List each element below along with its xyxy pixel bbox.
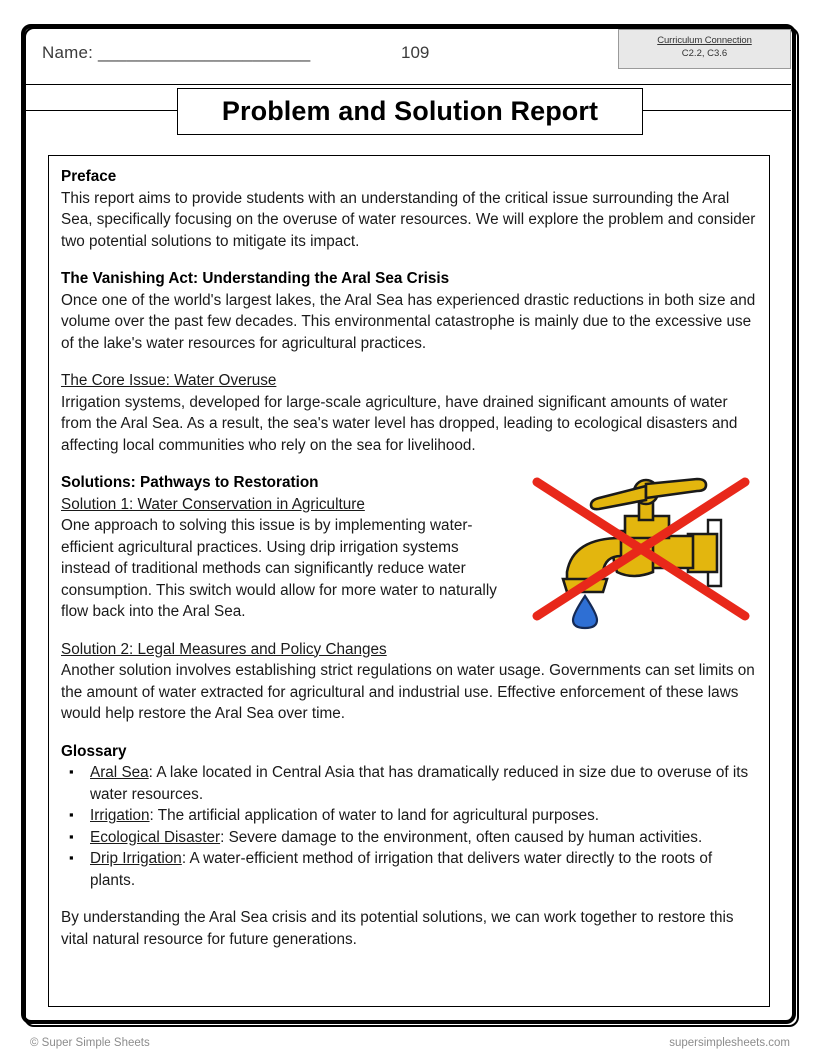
- glossary-definition: : The artificial application of water to land for agricultural purposes.: [149, 807, 600, 824]
- curriculum-connection-badge: [618, 29, 791, 69]
- header-band: [26, 29, 791, 84]
- vanishing-act-body: Once one of the world's largest lakes, the Aral Sea has experienced drastic reductions in both size and volume over the past few decades. This environmental catastrophe is mainly due to the excessive use of the lake's water resources for agricultural practices.: [61, 291, 756, 352]
- glossary-definition: : A water-efficient method of irrigation that delivers water directly to the roots of plants.: [90, 850, 713, 889]
- page-title-box: [177, 88, 643, 135]
- glossary-term: Irrigation: [90, 807, 150, 824]
- list-item: [61, 805, 757, 827]
- header-divider-line: [26, 84, 791, 85]
- core-issue-body: Irrigation systems, developed for large-scale agriculture, have drained significant amounts of water from the Aral Sea. As a result, the sea's water level has dropped, leading to ecological disasters and affecting local communities who rely on the sea for livelihood.: [61, 393, 738, 454]
- page-title: Problem and Solution Report: [221, 96, 599, 126]
- preface-heading: Preface: [61, 168, 117, 185]
- solution-2-heading: Solution 2: Legal Measures and Policy Changes: [61, 640, 387, 658]
- solutions-heading: Solutions: Pathways to Restoration: [61, 474, 319, 491]
- list-item: [61, 848, 757, 891]
- report-content-box: [48, 155, 770, 1007]
- list-item: [61, 762, 757, 805]
- footer-copyright: © Super Simple Sheets: [30, 1037, 150, 1049]
- glossary-definition: : Severe damage to the environment, often caused by human activities.: [220, 828, 703, 846]
- glossary-list: [61, 762, 757, 891]
- glossary-term: Aral Sea: [90, 764, 149, 781]
- core-issue-heading: The Core Issue: Water Overuse: [61, 372, 277, 389]
- curriculum-connection-title: Curriculum Connection: [657, 35, 752, 46]
- list-item: [61, 827, 757, 849]
- solution-1-body: One approach to solving this issue is by implementing water-efficient agricultural practices. Using drip irrigation systems instead of traditional methods can significantly reduce water consumption. This switch would allow for more water to naturally flow back into the Aral Sea.: [61, 517, 497, 620]
- footer-website: supersimplesheets.com: [669, 1037, 790, 1049]
- glossary-definition: : A lake located in Central Asia that has dramatically reduced in size due to overuse of its water resources.: [90, 764, 749, 803]
- no-water-faucet-icon: [525, 476, 757, 631]
- closing-paragraph: By understanding the Aral Sea crisis and its potential solutions, we can work together to restore this vital natural resource for future generations.: [61, 909, 734, 948]
- page-number: 109: [401, 43, 430, 62]
- curriculum-connection-codes: C2.2, C3.6: [681, 48, 728, 59]
- vanishing-act-heading: The Vanishing Act: Understanding the Aral Sea Crisis: [61, 270, 450, 287]
- glossary-term: Drip Irrigation: [90, 850, 182, 867]
- solution-2-body: Another solution involves establishing strict regulations on water usage. Governments can set limits on the amount of water extracted for agricultural and industrial use. Effective enforcement of these laws would help restore the Aral Sea over time.: [61, 662, 755, 722]
- preface-body: This report aims to provide students with an understanding of the critical issue surrounding the Aral Sea, specifically focusing on the overuse of water resources. We will explore the problem and consider two potential solutions to mitigate its impact.: [61, 189, 756, 250]
- glossary-heading: Glossary: [61, 742, 127, 760]
- solutions-block: [61, 472, 757, 725]
- name-field-label[interactable]: Name: ______________________: [42, 43, 311, 62]
- glossary-term: Ecological Disaster: [90, 828, 221, 846]
- solution-1-heading: Solution 1: Water Conservation in Agriculture: [61, 495, 365, 513]
